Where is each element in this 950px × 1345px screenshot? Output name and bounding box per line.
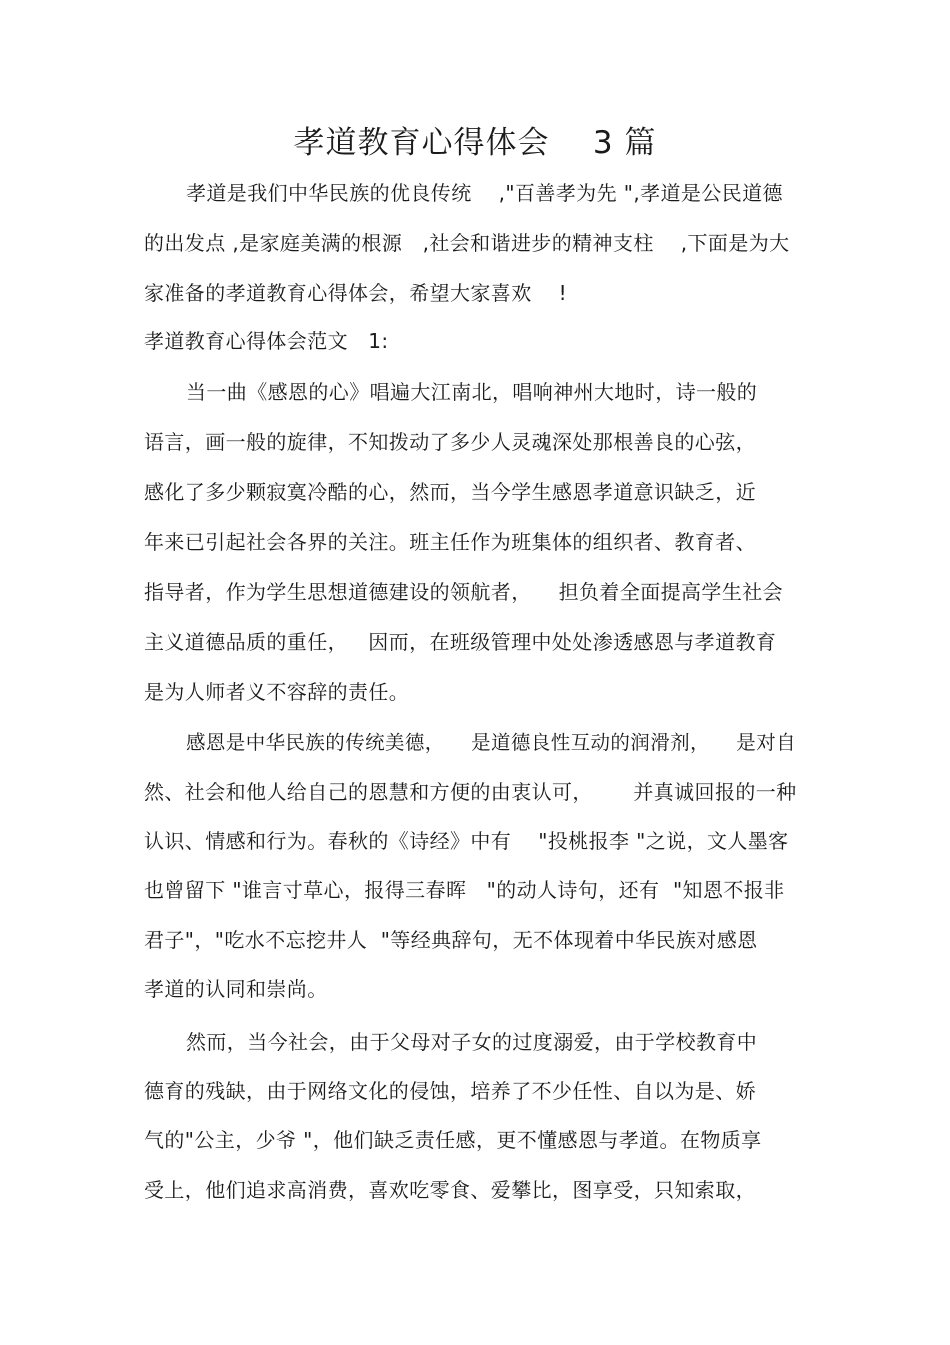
paragraph-line: 感恩是中华民族的传统美德， 是道德良性互动的润滑剂， 是对自 (186, 731, 796, 754)
paragraph-line: 是为人师者义不容辞的责任。 (144, 680, 410, 704)
paragraph-line: 年来已引起社会各界的关注。班主任作为班集体的组织者、教育者、 (144, 530, 756, 554)
paragraph-line: 感化了多少颗寂寞冷酷的心，然而，当今学生感恩孝道意识缺乏，近 (144, 480, 756, 504)
paragraph-line: 的出发点 ,是家庭美满的根源 ,社会和谐进步的精神支柱 ,下面是为大 (144, 231, 790, 255)
paragraph-line: 君子"，"吃水不忘挖井人 "等经典辞句，无不体现着中华民族对感恩 (144, 928, 758, 952)
paragraph-line: 语言，画一般的旋律，不知拨动了多少人灵魂深处那根善良的心弦， (144, 430, 756, 454)
paragraph-line: 认识、情感和行为。春秋的《诗经》中有 "投桃报李 "之说，文人墨客 (144, 829, 789, 853)
paragraph-line: 气的"公主，少爷 "，他们缺乏责任感，更不懂感恩与孝道。在物质享 (144, 1128, 762, 1152)
paragraph-line: 也曾留下 "谁言寸草心，报得三春晖 "的动人诗句，还有 "知恩不报非 (144, 878, 785, 902)
paragraph-line: 德育的残缺，由于网络文化的侵蚀，培养了不少任性、自以为是、娇 (144, 1079, 756, 1103)
paragraph-line: 孝道的认同和崇尚。 (144, 977, 328, 1001)
paragraph-line: 受上，他们追求高消费，喜欢吃零食、爱攀比，图享受，只知索取， (144, 1178, 756, 1202)
document-title: 孝道教育心得体会 3 篇 (293, 125, 657, 161)
paragraph-line: 孝道是我们中华民族的优良传统 ,"百善孝为先 ",孝道是公民道德 (186, 181, 783, 205)
paragraph-line: 主义道德品质的重任， 因而，在班级管理中处处渗透感恩与孝道教育 (144, 630, 777, 654)
paragraph-line: 家准备的孝道教育心得体会，希望大家喜欢 ! (144, 281, 568, 305)
paragraph-line: 指导者，作为学生思想道德建设的领航者， 担负着全面提高学生社会 (144, 580, 784, 604)
section-heading: 孝道教育心得体会范文 1: (144, 329, 389, 353)
paragraph-line: 然而，当今社会，由于父母对子女的过度溺爱，由于学校教育中 (186, 1030, 758, 1054)
paragraph-line: 当一曲《感恩的心》唱遍大江南北，唱响神州大地时，诗一般的 (186, 380, 758, 404)
paragraph-line: 然、社会和他人给自己的恩慧和方便的由衷认可， 并真诚回报的一种 (144, 780, 797, 804)
